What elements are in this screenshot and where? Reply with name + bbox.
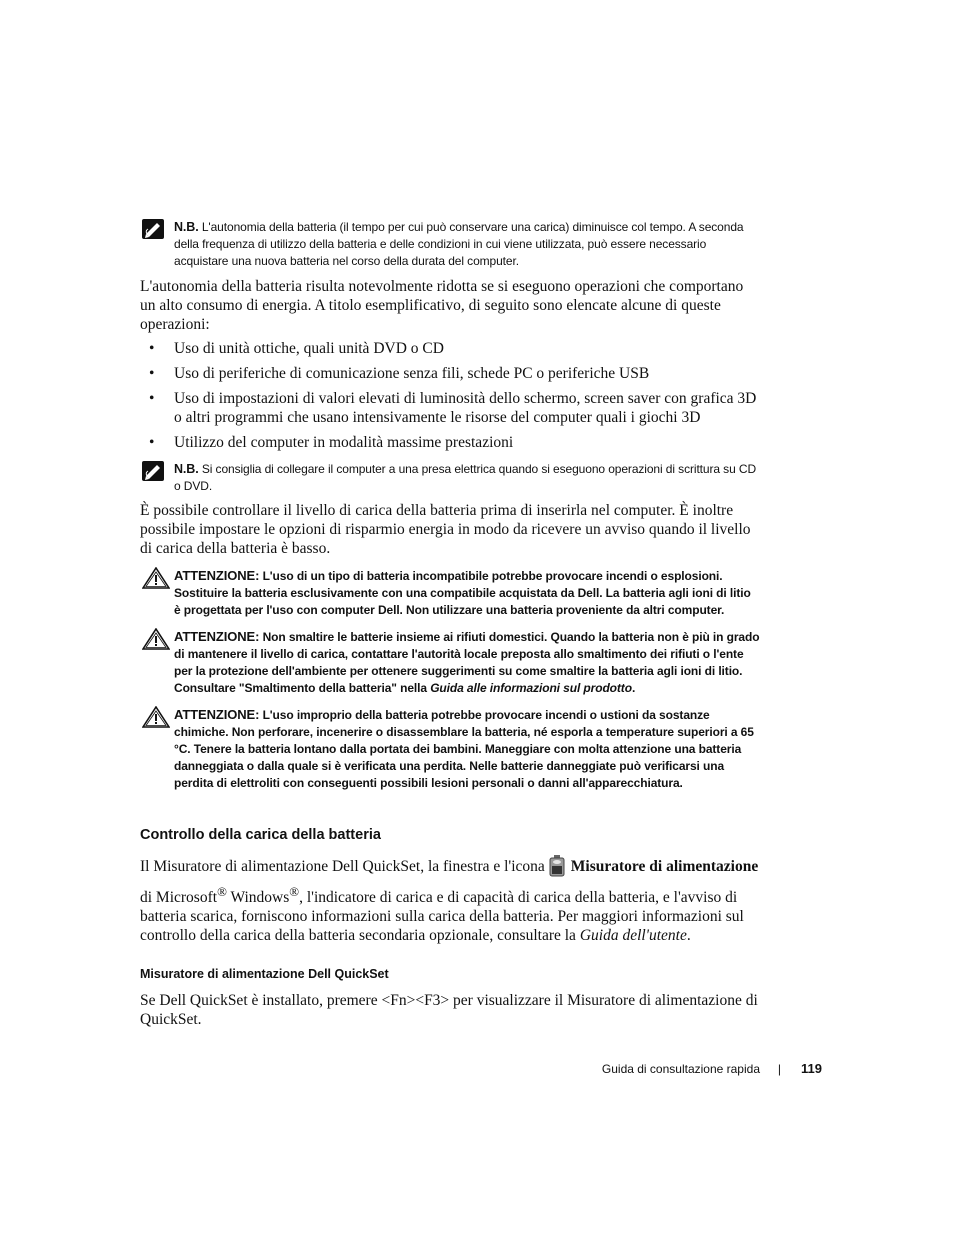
note-text: Si consiglia di collegare il computer a una presa elettrica quando si eseguono operazioni di scrittura su CD o DVD. — [174, 462, 757, 493]
note-block — [140, 219, 760, 270]
warning-text: L'uso improprio della batteria potrebbe provocare incendi o ustioni da sostanze chimiche. Non perforare, incenerire o disassemblare la batteria, né esporla a temperature superiori a 65 °C. Tenere la batteria lontano dalla portata dei bambini. Maneggiare con molta attenzione una batteria danneggiata o dalla quale si è verificata una perdita. Nelle batterie danneggiate può verificarsi una perdita di elettroliti con conseguenti possibili lesioni personali o danni all'apparecchiatura. — [174, 708, 754, 790]
note-label: N.B. — [174, 220, 199, 234]
warning-text: Non smaltire le batterie insieme ai rifiuti domestici. Quando la batteria non è più in grado di mantenere il livello di carica, contattare l'autorità locale preposta allo smaltimento dei rifiuti o l'ente per la protezione dell'ambiente per ottenere suggerimenti su come smaltire la batteria agli ioni di litio. Consultare "Smaltimento della batteria" nella — [174, 630, 760, 695]
list-item: • Uso di impostazioni di valori elevati di luminosità dello schermo, screen saver con grafica 3D o altri programmi che usano intensivamente le risorse del computer quali i giochi 3D — [149, 390, 757, 426]
note-block — [140, 461, 760, 495]
note-pencil-icon — [142, 219, 164, 244]
list-item: • Utilizzo del computer in modalità massime prestazioni — [149, 434, 514, 451]
note-label: N.B. — [174, 462, 199, 476]
section-title: Controllo della carica della batteria — [140, 827, 381, 843]
paragraph: Il Misuratore di alimentazione Dell QuickSet, la finestra e l'icona Misuratore di alimentazione di Microsoft® Windows®, l'indicatore di carica e di capacità di carica della batteria, e l'avviso di batteria scarica, forniscono informazioni sulla carica della batteria. Per maggiori informazioni sul controllo della carica della batteria secondaria opzionale, consultare la Guida dell'utente. — [140, 855, 760, 945]
warning-block — [140, 567, 760, 619]
note-pencil-icon — [142, 461, 164, 486]
warning-triangle-icon — [142, 567, 170, 594]
list-item: • Uso di periferiche di comunicazione senza fili, schede PC o periferiche USB — [149, 365, 650, 382]
warning-text: L'uso di un tipo di batteria incompatibile potrebbe provocare incendi o esplosioni. Sostituire la batteria esclusivamente con una compatibile acquistata da Dell. La batteria agli ioni di litio è progettata per l'uso con computer Dell. Non utilizzare una batteria proveniente da altri computer. — [174, 569, 751, 617]
warning-label: ATTENZIONE: — [174, 629, 260, 644]
warning-triangle-icon — [142, 706, 170, 733]
footer-label: Guida di consultazione rapida — [601, 1062, 760, 1076]
warning-book-title: Guida alle informazioni sul prodotto — [430, 681, 632, 695]
footer-separator: | — [777, 1062, 781, 1076]
warning-triangle-icon — [142, 628, 170, 655]
subsection-title: Misuratore di alimentazione Dell QuickSet — [140, 967, 389, 981]
paragraph: È possibile controllare il livello di carica della batteria prima di inserirla nel computer. È inoltre possibile impostare le opzioni di risparmio energia in modo da ricevere un avviso quando il livello di carica della batteria è basso. — [140, 502, 751, 557]
paragraph: L'autonomia della batteria risulta notevolmente ridotta se si eseguono operazioni che comportano un alto consumo di energia. A titolo esemplificativo, di seguito sono elencate alcune di queste operazioni: — [140, 278, 744, 333]
list-item: • Uso di unità ottiche, quali unità DVD o CD — [149, 340, 444, 357]
warning-block: ATTENZIONE: Non smaltire le batterie insieme ai rifiuti domestici. Quando la batteria non è più in grado di mantenere il livello di carica, contattare l'autorità locale preposta allo smaltimento dei rifiuti o l'ente per la protezione dell'ambiente per ottenere suggerimenti su come smaltire la batteria agli ioni di litio. Consultare "Smaltimento della batteria" nella Guida alle informazioni sul prodotto. — [140, 628, 760, 697]
note-text: L'autonomia della batteria (il tempo per cui può conservare una carica) diminuisce col tempo. A seconda della frequenza di utilizzo della batteria e delle condizioni in cui viene utilizzata, può essere necessario acquistare una nuova batteria nel corso della durata del computer. — [174, 220, 744, 268]
warning-label: ATTENZIONE: — [174, 707, 260, 722]
page-number: 119 — [801, 1061, 822, 1076]
battery-meter-icon — [549, 855, 565, 882]
bullet-list — [140, 339, 760, 458]
paragraph: Se Dell QuickSet è installato, premere <Fn><F3> per visualizzare il Misuratore di alimentazione di QuickSet. — [140, 992, 758, 1028]
warning-label: ATTENZIONE: — [174, 568, 260, 583]
warning-block — [140, 706, 760, 792]
